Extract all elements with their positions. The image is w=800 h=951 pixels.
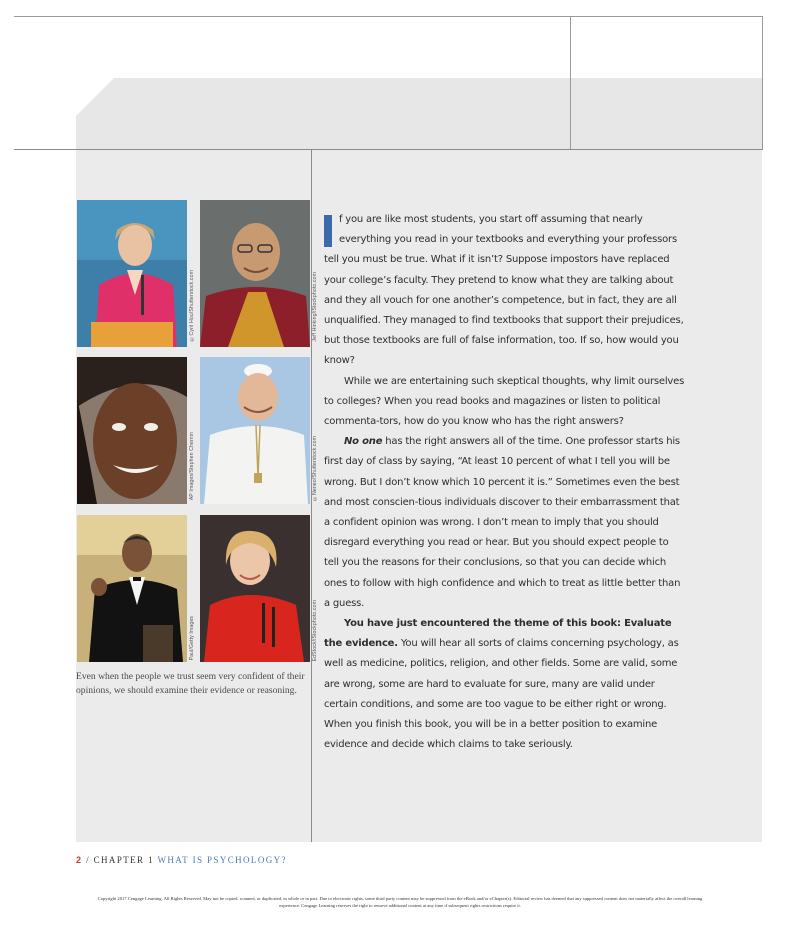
header-band	[76, 78, 762, 149]
theme-statement: You have just encountered the theme of this book: Evaluate the evidence.	[324, 618, 672, 650]
top-vertical-rule-right	[762, 16, 763, 149]
photo-woman-red-blazer	[200, 515, 310, 662]
photo-credit-3: AP Images/Stephen Chernin	[189, 432, 195, 501]
paragraph-3: No one has the right answers all of the time. One professor starts his first day of class by saying, “At least 10 percent of what I tell you will be wrong. But I don’t know which 10 percent it is.” Sometimes even the best and most conscien-tious individuals discover to their embarrassment that a confident opinion was wrong. I don’t mean to imply that you should disregard everything you read or hear. But you should expect people to tell you the reasons for their conclusions, so that you can decide which ones to follow with high confidence and which to treat as little better than a guess.	[324, 436, 681, 609]
photo-credit-6: EdStock/iStockphoto.com	[312, 600, 318, 662]
top-rule	[14, 16, 763, 17]
photo-credit-5: Paul/Getty Images	[189, 616, 195, 661]
emphasis-no-one: No one	[344, 436, 383, 448]
photo-man-tuxedo	[77, 515, 187, 662]
photo-man-white-cassock	[200, 357, 310, 504]
photo-speaker-pink-jacket	[77, 200, 187, 347]
folio-separator: /	[86, 855, 90, 865]
copyright-notice: Copyright 2017 Cengage Learning. All Rights Reserved. May not be copied, scanned, or duplicated, in whole or in part. Due to electronic rights, some third party content may be suppressed from the eBook and/or eChapter(s). Editorial review has deemed that any suppressed content does not materially affect the overall learning experience. Cengage Learning reserves the right to remove additional content at any time if subsequent rights restrictions require it.	[97, 896, 703, 908]
photo-caption: Even when the people we trust seem very confident of their opinions, we should examine their evidence or reasoning.	[76, 671, 305, 696]
photo-monk-maroon-robe	[200, 200, 310, 347]
photo-credit-1: ©Cyril Hou/Shutterstock.com	[189, 270, 195, 342]
paragraph-4: You have just encountered the theme of this book: Evaluate the evidence. You will hear all sorts of claims concerning psychology, as well as medicine, politics, religion, and other fields. Some are valid, some are wrong, some are hard to evaluate for sure, many are valid under certain conditions, and some are too vague to be either right or wrong. When you finish this book, you will be in a better position to examine evidence and decide which claims to take seriously.	[324, 618, 679, 751]
drop-cap	[324, 215, 332, 247]
paragraph-2: While we are entertaining such skeptical thoughts, why limit ourselves to colleges? When you read books and magazines or listen to political commenta-tors, how do you know who has the right answers?	[324, 375, 685, 428]
body-text	[324, 210, 686, 755]
photo-credit-4: ©Neneo/Shutterstock.com	[312, 436, 318, 502]
paragraph-1: f you are like most students, you start off assuming that nearly everything you read in your textbooks and everything your professors tell you must be true. What if it isn’t? Suppose impostors have replaced your college’s faculty. They pretend to know what they are talking about and they all vouch for one another’s competence, but in fact, they are all unqualified. They managed to find textbooks that support their prejudices, but those textbooks are full of false information, too. If so, how would you know?	[324, 214, 684, 367]
page-number: 2	[76, 855, 83, 865]
top-vertical-rule	[570, 16, 571, 149]
chapter-title: WHAT IS PSYCHOLOGY?	[157, 855, 287, 865]
page-folio	[76, 855, 287, 865]
chapter-label: CHAPTER 1	[93, 855, 154, 865]
photo-smiling-woman	[77, 357, 187, 504]
photo-credit-2: Jeff Hinking/iStockphoto.com	[312, 272, 318, 342]
